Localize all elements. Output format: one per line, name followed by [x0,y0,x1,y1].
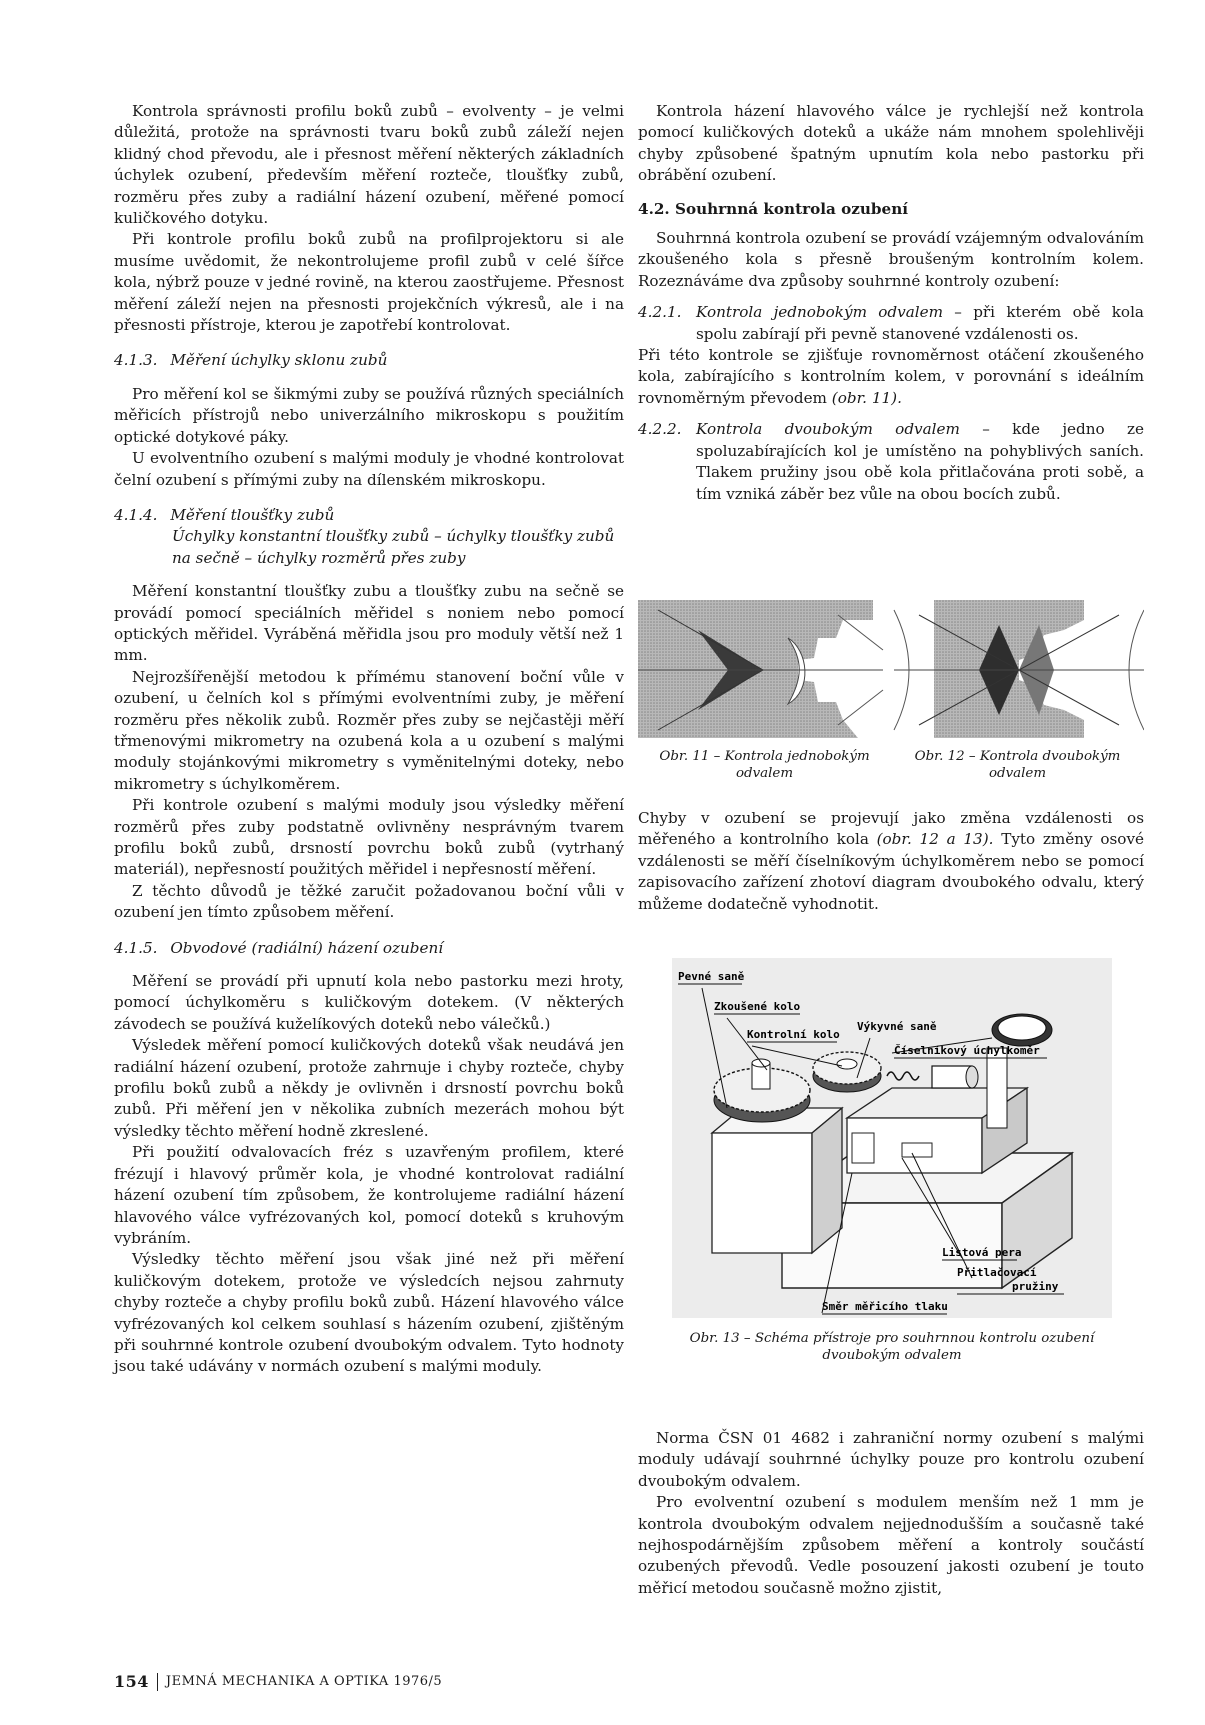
footer-divider [157,1673,158,1691]
subsection-number: 4.1.4. [114,505,158,524]
page-footer [114,1672,442,1691]
enum-text-continued: Při této kontrole se zjišťuje rovnoměrnost otáčení zkoušeného kola, zabírajícího s kontrolním kolem, v porovnání s ideálním rovnoměrným převodem [638,346,1144,407]
figures-11-12 [638,600,1144,781]
figure-reference: (obr. 12 a 13). [876,830,994,849]
enum-item-4-2-2 [638,419,1144,505]
fig13-label-kontrolni-kolo: Kontrolní kolo [747,1028,840,1041]
figure-11-gear-mesh-icon [638,600,883,738]
paragraph: Norma ČSN 01 4682 i zahraniční normy ozubení s malými moduly udávají souhrnné úchylky pouze pro kontrolu ozubení dvoubokým odvalem. [638,1429,1144,1490]
paragraph: U evolventního ozubení s malými moduly je vhodné kontrolovat čelní ozubení s přímými zuby na dílenském mikroskopu. [114,449,624,489]
enum-number: 4.2.1. [638,303,682,322]
figure-13-caption: Obr. 13 – Schéma přístroje pro souhrnnou kontrolu ozubení dvoubokým odvalem [689,1331,1095,1363]
subsection-title: Měření úchylky sklonu zubů [170,351,388,370]
right-column [638,101,1144,511]
enum-item-4-2-1 [638,302,1144,409]
paragraph: Chyby v ozubení se projevují jako změna vzdálenosti os měřeného a kontrolního kola [638,809,1144,849]
enum-number: 4.2.2. [638,420,682,439]
fig13-label-vykyvne-sane: Výkyvné saně [857,1020,937,1033]
gear-mesh-diagrams [638,600,1144,738]
fig13-label-ciselnikovy-uchylkomer: Číselníkový úchylkoměr [894,1044,1040,1057]
fig13-label-pruziny: pružiny [1012,1280,1059,1293]
subsection-heading-4-1-5 [114,938,624,959]
subsection-title: Obvodové (radiální) házení ozubení [170,938,444,957]
section-heading-4-2: 4.2. Souhrnná kontrola ozubení [638,199,909,218]
right-column-middle [638,808,1144,915]
paragraph: Měření konstantní tloušťky zubu a tloušťky zubu na sečně se provádí pomocí speciálních měřidel s noniem nebo pomocí optických měřidel. Vyráběná měřidla jsou pro moduly větší než 1 mm. [114,582,624,665]
paragraph: Při kontrole profilu boků zubů na profilprojektoru si ale musíme uvědomit, že nekontrolujeme profil zubů v celé šířce kola, nýbrž pouze v jedné rovině, na kterou zaostřujeme. Přesnost měření záleží nejen na přesnosti projekčních výkresů, ale i na přesnosti přístroje, kterou je zapotřebí kontrolovat. [114,230,624,335]
enum-text: – kde jedno ze spoluzabírajících kol je umístěno na pohyblivých saních. Tlakem pružiny jsou obě kola přitlačována proti sobě, a tím vzniká záběr bez vůle na obou bocích zubů. [696,420,1144,503]
left-column [114,101,624,1378]
paragraph: Nejrozšířenější metodou k přímému stanovení boční vůle v ozubení, u čelních kol s přímými evolventními zuby, je měření rozměru přes několik zubů. Rozměr přes zuby se nejčastěji měří třmenovými mikrometry na ozubená kola a u ozubení s malými moduly stojánkovými mikrometry s vyměnitelnými doteky, nebo mikrometry s úchylkoměrem. [114,667,624,793]
journal-title: JEMNÁ MECHANIKA A OPTIKA 1976/5 [165,1674,443,1689]
right-column-bottom [638,1428,1144,1599]
paragraph: Výsledek měření pomocí kuličkových doteků však neudává jen radiální házení ozubení, protože zahrnuje i chyby rozteče, chyby profilu boků zubů a někdy je ovlivněn i drsností povrchu boků zubů. Při měření jen v několika zubních mezerách mohou být výsledky těchto měření hodně zkreslené. [114,1036,624,1140]
paragraph: Souhrnná kontrola ozubení se provádí vzájemným odvalováním zkoušeného kola s přesně broušeným kontrolním kolem. Rozeznáváme dva způsoby souhrnné kontroly ozubení: [638,229,1144,290]
subsection-number: 4.1.5. [114,938,158,957]
subsection-title: Měření tloušťky zubů [170,505,335,524]
paragraph: Pro evolventní ozubení s modulem menším než 1 mm je kontrola dvoubokým odvalem nejjednodušším a současně také nejhospodárnějším způsobem měření a kontroly součástí ozubených převodů. Vedle posouzení jakosti ozubení je touto měřicí metodou současně možno zjistit, [638,1493,1144,1597]
page-number: 154 [114,1672,149,1691]
paragraph: Měření se provádí při upnutí kola nebo pastorku mezi hroty, pomocí úchylkoměru s kuličkovým dotekem. (V některých závodech se používá kuželíkových doteků nebo válečků.) [114,972,624,1033]
paragraph: Kontrola házení hlavového válce je rychlejší než kontrola pomocí kuličkových doteků a ukáže nám mnohem spolehlivěji chyby způsobené špatným upnutím kola nebo pastorku při obrábění ozubení. [638,102,1144,185]
paragraph: Při kontrole ozubení s malými moduly jsou výsledky měření rozměrů přes zuby podstatně ovlivněny nesprávným tvarem profilu boků zubů, drsností povrchu boků zubů (vytrhaný materiál), nepřesností použitých měřidel i nepřesností měření. [114,796,624,879]
fig13-label-smer-tlaku: Směr měřicího tlaku [822,1300,948,1313]
fig13-label-pevne-sane: Pevné saně [678,970,745,983]
fig13-label-pritlacovaci: Přitlačovací [957,1266,1037,1279]
enum-title: Kontrola jednobokým odvalem [696,303,944,322]
subsection-heading-4-1-4 [114,505,624,569]
paragraph: Při použití odvalovacích fréz s uzavřeným profilem, které frézují i hlavový průměr kola, je vhodné kontrolovat radiální házení ozubení tím způsobem, že kontrolujeme radiální házení hlavového válce vyfrézovaných kol, pomocí doteků s kruhovým vybráním. [114,1143,624,1247]
enum-text: – při kterém obě kola spolu zabírají při pevně stanovené vzdálenosti os. [696,303,1144,343]
subsection-heading-4-1-3 [114,350,624,371]
figure-12-gear-mesh-icon [894,600,1144,738]
paragraph: Pro měření kol se šikmými zuby se používá různých speciálních měřicích přístrojů nebo univerzálního mikroskopu s použitím optické dotykové páky. [114,384,624,446]
fig13-label-zkousene-kolo: Zkoušené kolo [714,1000,801,1013]
fig13-label-listova-pera: Listová pera [942,1246,1022,1259]
paragraph: Z těchto důvodů je těžké zaručit požadovanou boční vůli v ozubení jen tímto způsobem měření. [114,881,624,922]
measuring-device-schematic [672,958,1112,1318]
subsection-subtitle: Úchylky konstantní tloušťky zubů – úchylky tloušťky zubů na sečně – úchylky rozměrů přes zuby [172,527,615,567]
paragraph: Kontrola správnosti profilu boků zubů – evolventy – je velmi důležitá, protože na správnosti tvaru boků zubů záleží nejen klidný chod převodu, ale i přesnost měření některých základních úchylek ozubení, především měření rozteče, tloušťky zubů, rozměru přes zuby a radiální házení ozubení, měřené pomocí kuličkového dotyku. [114,102,624,228]
paragraph: Výsledky těchto měření jsou však jiné než při měření kuličkovým dotekem, protože ve výsledcích nejsou zahrnuty chyby rozteče a chyby profilu boků zubů. Házení hlavového válce vyfrézovaných kol celkem souhlasí s házením ozubení, zjištěným při souhrnné kontrole ozubení dvoubokým odvalem. Tyto hodnoty jsou také udávány v normách ozubení s malými moduly. [114,1250,624,1376]
figure-13 [672,958,1112,1368]
enum-title: Kontrola dvoubokým odvalem [696,420,960,439]
figure-reference: (obr. 11). [831,388,902,407]
figure-11-caption: Obr. 11 – Kontrola jednobokým odvalem [659,749,870,781]
figure-12-caption: Obr. 12 – Kontrola dvoubokým odvalem [914,749,1121,781]
subsection-number: 4.1.3. [114,351,158,370]
paragraph-continued: Tyto změny osové vzdálenosti se měří číselníkovým úchylkoměrem nebo se pomocí zapisovacího zařízení zhotoví diagram dvoubokého odvalu, který můžeme dodatečně vyhodnotit. [638,830,1145,913]
